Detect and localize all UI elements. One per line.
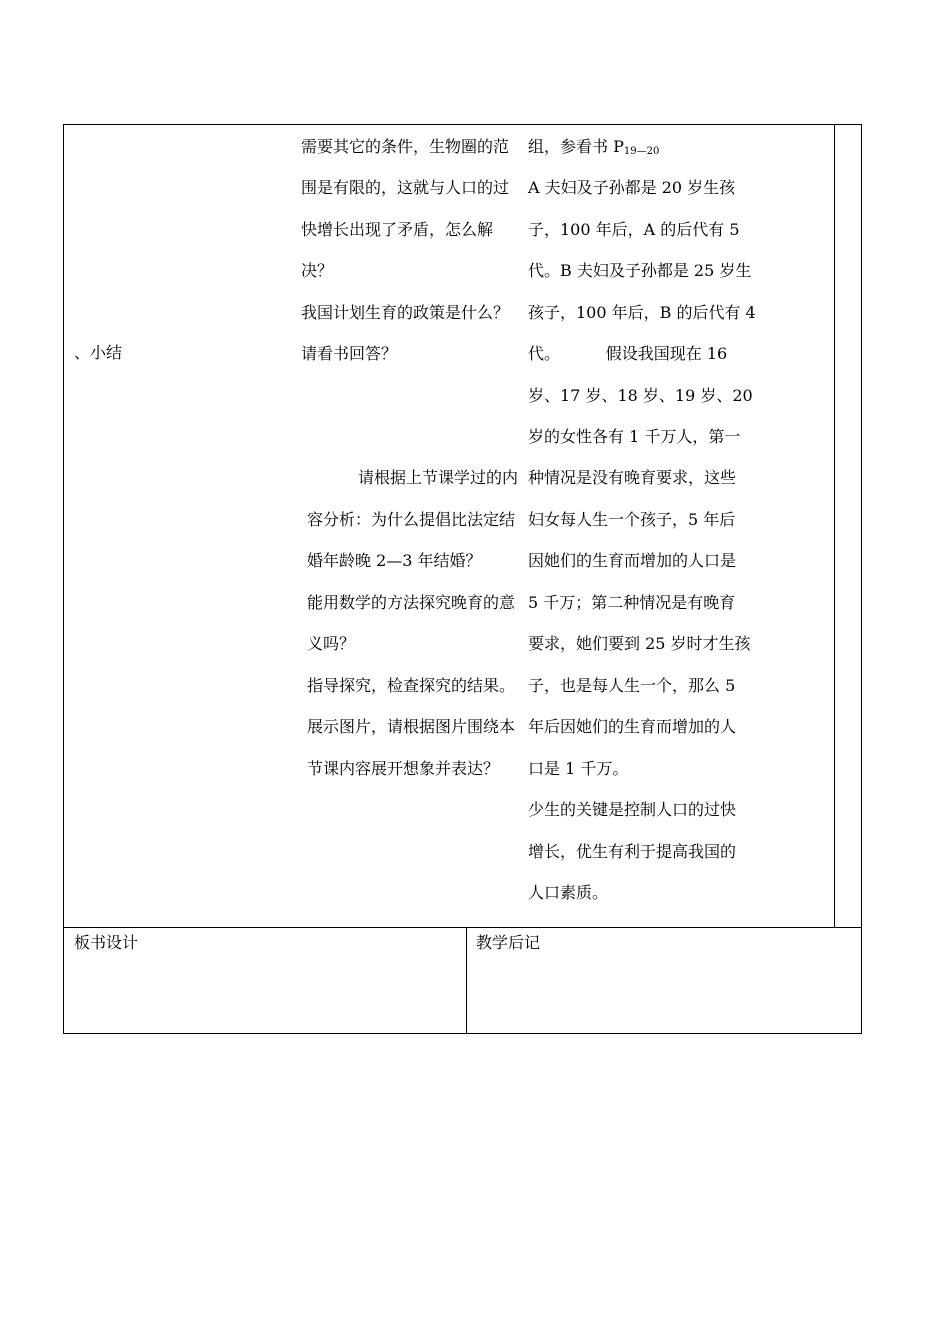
student-line: 少生的关键是控制人口的过快	[528, 800, 737, 819]
student-line: 因她们的生育而增加的人口是	[528, 551, 737, 570]
student-line: 代。 假设我国现在 16	[528, 344, 728, 363]
student-line: 人口素质。	[528, 883, 609, 902]
teacher-line: 节课内容展开想象并表达？	[307, 759, 500, 778]
teacher-line: 展示图片，请根据图片围绕本	[307, 717, 516, 736]
student-line: 代。B 夫妇及子孙都是 25 岁生	[528, 261, 752, 280]
teaching-notes-label: 教学后记	[476, 933, 541, 952]
teacher-line: 围是有限的，这就与人口的过	[301, 178, 510, 197]
footer-column-divider	[466, 927, 467, 1034]
table-bottom-border	[63, 1033, 862, 1034]
student-line: 种情况是没有晚育要求，这些	[528, 468, 737, 487]
page-ref-prefix: 组，参看书 P	[528, 137, 624, 156]
row-divider	[63, 927, 862, 928]
table-top-border	[63, 124, 862, 125]
teacher-line: 义吗？	[307, 634, 356, 653]
student-line: 增长，优生有利于提高我国的	[528, 842, 737, 861]
student-line: 妇女每人生一个孩子，5 年后	[528, 510, 736, 529]
teacher-line: 婚年龄晚 2—3 年结婚？	[307, 551, 482, 570]
teacher-line: 我国计划生育的政策是什么？	[301, 303, 510, 322]
table-left-border	[63, 124, 64, 1034]
teacher-line: 决？	[301, 261, 334, 280]
teacher-line: 请看书回答？	[301, 344, 398, 363]
page-ref-subscript: 19—20	[623, 146, 660, 157]
student-line: 口是 1 千万。	[528, 759, 629, 778]
student-line: 子，100 年后，A 的后代有 5	[528, 220, 740, 239]
student-line: 年后因她们的生育而增加的人	[528, 717, 737, 736]
student-line: 要求，她们要到 25 岁时才生孩	[528, 634, 751, 653]
summary-label: 、小结	[74, 343, 123, 362]
student-line: 5 千万；第二种情况是有晚育	[528, 593, 736, 612]
student-line: 孩子，100 年后，B 的后代有 4	[528, 303, 756, 322]
teacher-line: 容分析：为什么提倡比法定结	[307, 510, 516, 529]
table-right-border	[861, 124, 862, 1034]
teacher-line: 请根据上节课学过的内	[358, 468, 519, 487]
teacher-line: 需要其它的条件，生物圈的范	[301, 137, 510, 156]
student-line: 岁、17 岁、18 岁、19 岁、20	[528, 386, 753, 405]
teacher-line: 指导探究，检查探究的结果。	[307, 676, 516, 695]
teacher-line: 快增长出现了矛盾，怎么解	[301, 220, 494, 239]
teacher-line: 能用数学的方法探究晚育的意	[307, 593, 516, 612]
student-line: 子，也是每人生一个，那么 5	[528, 676, 736, 695]
inner-column-divider	[834, 124, 835, 927]
student-line: A 夫妇及子孙都是 20 岁生孩	[528, 178, 736, 197]
student-line: 岁的女性各有 1 千万人，第一	[528, 427, 741, 446]
board-design-label: 板书设计	[74, 933, 139, 952]
student-line-with-page-ref	[528, 137, 659, 162]
